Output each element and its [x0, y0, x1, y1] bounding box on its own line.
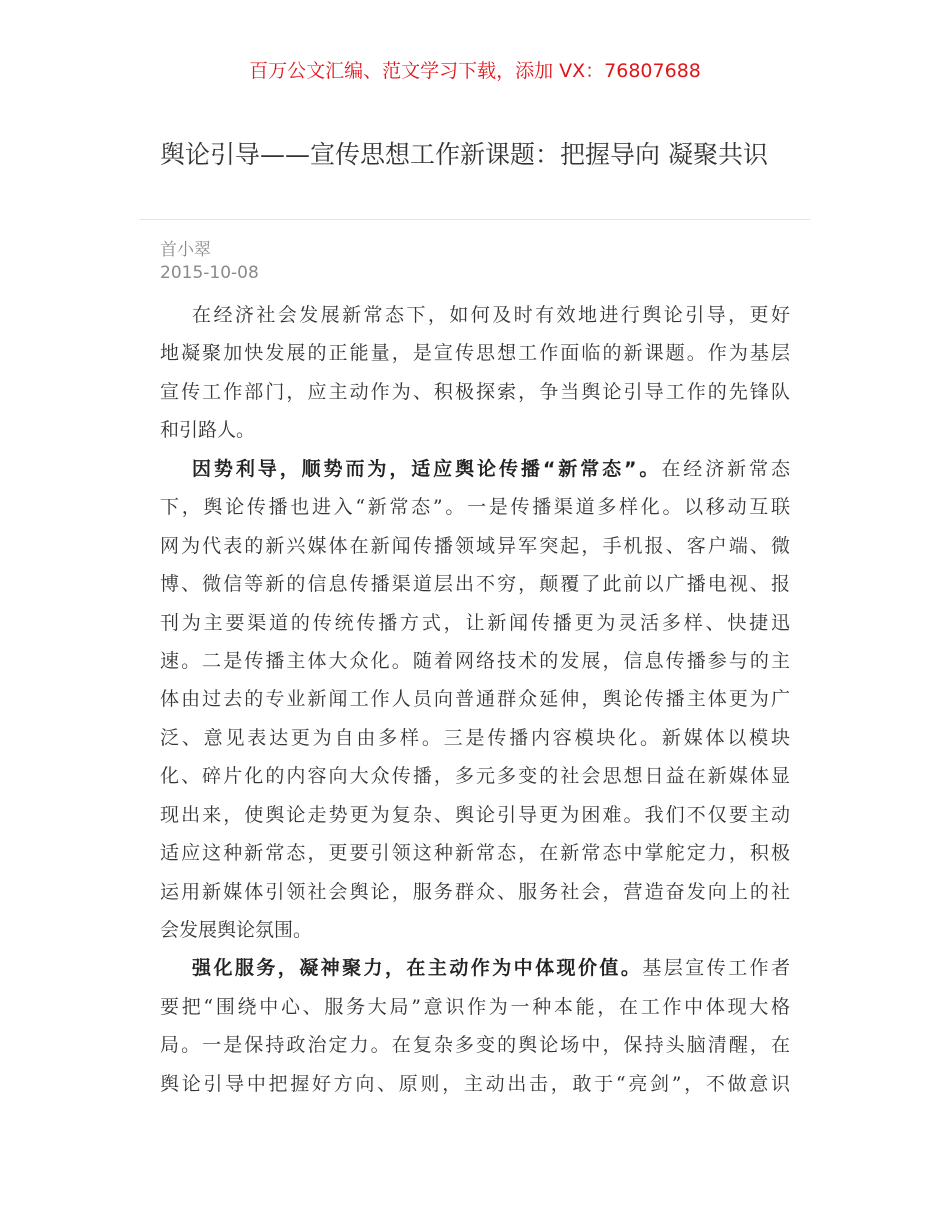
text-line — [160, 796, 790, 834]
line-text: 舆论引导中把握好方向、原则，主动出击，敢于“亮剑”，不做意识 — [160, 1072, 790, 1095]
divider — [140, 219, 810, 220]
paragraph-lead: 强化服务，凝神聚力，在主动作为中体现价值。 — [192, 957, 643, 980]
line-text: 下，舆论传播也进入“新常态”。一是传播渠道多样化。以移动互联 — [160, 496, 790, 519]
line-text: 和引路人。 — [160, 419, 256, 442]
article-title: 舆论引导——宣传思想工作新课题：把握导向 凝聚共识 — [160, 140, 768, 169]
line-text: 泛、意见表达更为自由多样。三是传播内容模块化。新媒体以模块 — [160, 726, 790, 749]
text-line — [160, 296, 790, 334]
text-line — [160, 373, 790, 411]
promo-banner: 百万公文汇编、范文学习下载，添加 VX：76807688 — [249, 60, 701, 82]
text-line — [160, 911, 790, 949]
text-line — [160, 642, 790, 680]
line-text: 在经济新常态 — [661, 457, 790, 480]
line-text: 刊为主要渠道的传统传播方式，让新闻传播更为灵活多样、快捷迅 — [160, 611, 790, 634]
line-text: 宣传工作部门，应主动作为、积极探索，争当舆论引导工作的先锋队 — [160, 380, 790, 403]
text-line — [160, 488, 790, 526]
text-line — [160, 949, 790, 987]
line-text: 网为代表的新兴媒体在新闻传播领域异军突起，手机报、客户端、微 — [160, 534, 790, 557]
text-line — [160, 757, 790, 795]
text-line — [160, 873, 790, 911]
text-line — [160, 834, 790, 872]
line-text: 地凝聚加快发展的正能量，是宣传思想工作面临的新课题。作为基层 — [160, 342, 790, 365]
text-line — [160, 565, 790, 603]
line-text: 在经济社会发展新常态下，如何及时有效地进行舆论引导，更好 — [192, 304, 790, 326]
paragraph-lead: 因势利导，顺势而为，适应舆论传播“新常态”。 — [192, 457, 662, 480]
paragraph — [160, 450, 790, 950]
line-text: 体由过去的专业新闻工作人员向普通群众延伸，舆论传播主体更为广 — [160, 688, 790, 711]
text-line — [160, 527, 790, 565]
line-text: 现出来，使舆论走势更为复杂、舆论引导更为困难。我们不仅要主动 — [160, 803, 790, 826]
author: 首小翠 — [160, 240, 211, 260]
text-line — [160, 450, 790, 488]
paragraph — [160, 949, 790, 1103]
line-text: 适应这种新常态，更要引领这种新常态，在新常态中掌舵定力，积极 — [160, 842, 790, 865]
line-text: 化、碎片化的内容向大众传播，多元多变的社会思想日益在新媒体显 — [160, 765, 790, 788]
text-line — [160, 1026, 790, 1064]
line-text: 局。一是保持政治定力。在复杂多变的舆论场中，保持头脑清醒，在 — [160, 1034, 790, 1057]
text-line — [160, 334, 790, 372]
text-line — [160, 680, 790, 718]
text-line — [160, 719, 790, 757]
article-meta — [160, 239, 259, 285]
text-line — [160, 988, 790, 1026]
text-line — [160, 1065, 790, 1103]
article-body — [160, 296, 790, 1103]
line-text: 运用新媒体引领社会舆论，服务群众、服务社会，营造奋发向上的社 — [160, 880, 790, 903]
text-line — [160, 604, 790, 642]
paragraph — [160, 296, 790, 450]
line-text: 要把“围绕中心、服务大局”意识作为一种本能，在工作中体现大格 — [160, 995, 790, 1018]
publish-date: 2015-10-08 — [160, 263, 259, 283]
line-text: 博、微信等新的信息传播渠道层出不穷，颠覆了此前以广播电视、报 — [160, 573, 790, 596]
line-text: 基层宣传工作者 — [642, 957, 790, 980]
line-text: 速。二是传播主体大众化。随着网络技术的发展，信息传播参与的主 — [160, 649, 790, 672]
line-text: 会发展舆论氛围。 — [160, 919, 313, 941]
text-line — [160, 411, 790, 449]
